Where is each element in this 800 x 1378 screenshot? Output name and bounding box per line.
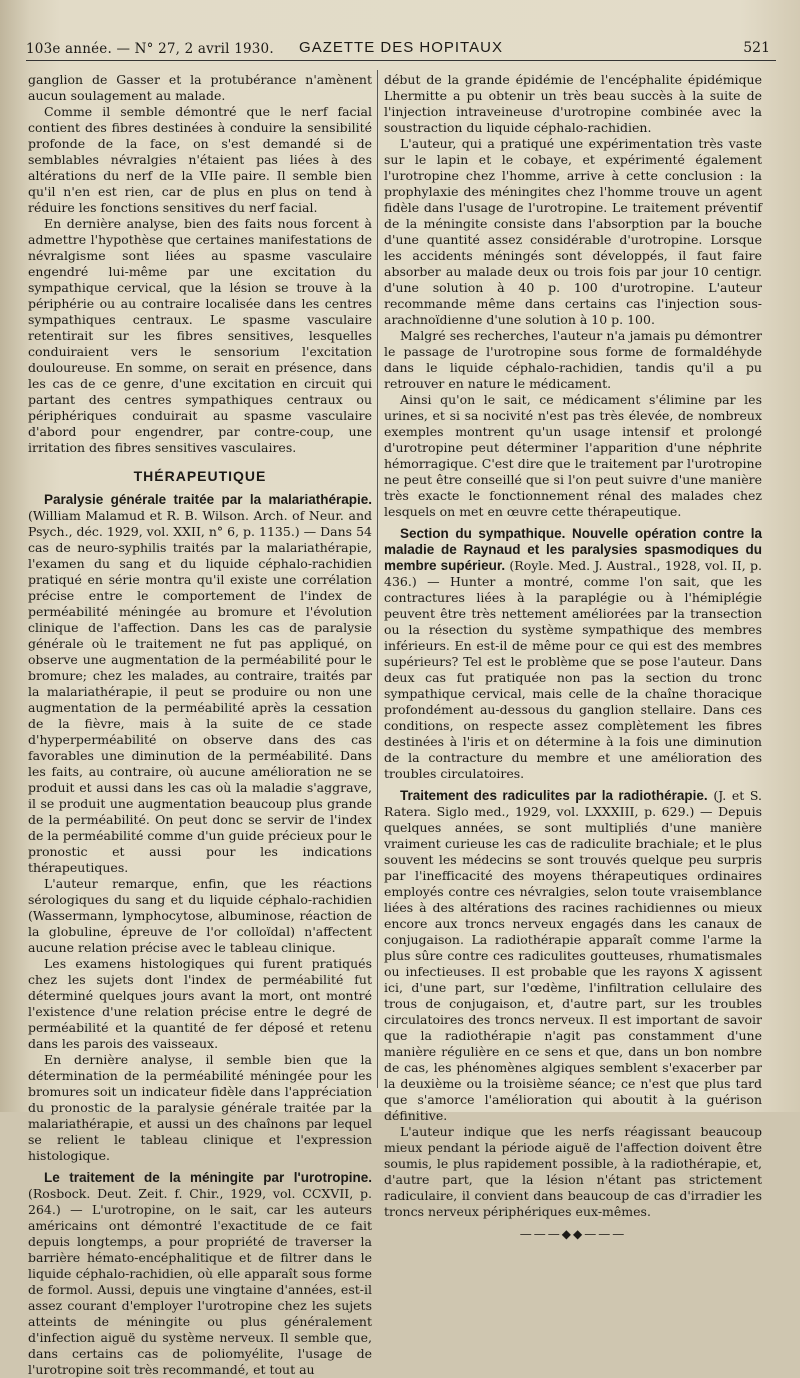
article-title: Section du sympathique. Nouvelle opération contre la maladie de Raynaud et les paralysies spasmodiques du membre supérieur. xyxy=(384,526,762,573)
paragraph: L'auteur indique que les nerfs réagissant beaucoup mieux pendant la période aiguë de l'affection doivent être soumis, le plus rapidement possible, à la radiothérapie, et, d'autre part, que la lésion n'étant pas strictement radiculaire, il convient dans beaucoup de cas d'irradier les troncs nerveux périphériques eux-mêmes. xyxy=(384,1124,762,1219)
article-body: (Rosbock. Deut. Zeit. f. Chir., 1929, vol. CCXVII, p. 264.) — L'urotropine, on le sait, car les auteurs américains ont démontré l'exactitude de ce fait depuis longtemps, a pour propriété de traverser la barrière hémato-encéphalitique et de filtrer dans le liquide céphalo-rachidien, où elle apparaît sous forme de formol. Aussi, depuis une vingtaine d'années, est-il assez courant d'employer l'urotropine chez les sujets atteints de méningite ou plus généralement d'infection aiguë du système nerveux. Il semble que, dans certains cas de poliomyélite, l'usage de l'urotropine soit très recommandé, et tout au xyxy=(28,1186,372,1377)
paragraph: L'auteur, qui a pratiqué une expérimentation très vaste sur le lapin et le cobaye, et expérimenté également l'urotropine chez l'homme, arrive à cette conclusion : la prophylaxie des méningites chez l'homme trouve un agent fidèle dans l'usage de l'urotropine. Le traitement préventif de la méningite consiste dans l'absorption par la bouche d'une quantité assez considérable d'urotropine. Lorsque les accidents méningés sont développés, il faut faire absorber au malade deux ou trois fois par jour 10 centigr. d'une solution à 40 p. 100 d'urotropine. L'auteur recommande même dans certains cas l'injection sous-arachnoïdienne d'une solution à 10 p. 100. xyxy=(384,136,762,327)
paragraph: L'auteur remarque, enfin, que les réactions sérologiques du sang et du liquide céphalo-rachidien (Wassermann, lymphocytose, albuminose, réaction de la globuline, épreuve de l'or colloïdal) n'affectent aucune relation précise avec le tableau clinique. xyxy=(28,876,372,955)
paragraph: début de la grande épidémie de l'encéphalite épidémique Lhermitte a pu obtenir un très beau succès à la suite de l'injection intraveineuse d'urotropine combinée avec la soustraction du liquide céphalo-rachidien. xyxy=(384,72,762,135)
page-number: 521 xyxy=(743,40,770,56)
page-header xyxy=(26,34,776,61)
article-body: (William Malamud et R. B. Wilson. Arch. of Neur. and Psych., déc. 1929, vol. XXII, n° 6, p. 1135.) — Dans 54 cas de neuro-syphilis traités par la malariathérapie, l'examen du sang et du liquide céphalo-rachidien pratiqué en série montra qu'il existe une corrélation précise entre le comportement de l'index de perméabilité méningée au bromure et l'évolution clinique de l'affection. Dans les cas de paralysie générale où le traitement ne fut pas appliqué, on observe une augmentation de la perméabilité pour le bromure; chez les malades, au contraire, traités par la malariathérapie, il peut se produire ou non une augmentation de la perméabilité après la cessation de la fièvre, mais à la suite de ce stade d'hyperperméabilité on observe dans des cas favorables une diminution de la perméabilité. Dans les faits, au contraire, où aucune amélioration ne se produit et aussi dans les cas où la maladie s'aggrave, il se produit une augmentation beaucoup plus grande de la perméabilité. On peut donc se servir de l'index de la perméabilité comme d'un guide précieux pour le pronostic et aussi pour les indications thérapeutiques. xyxy=(28,508,372,875)
paragraph: Comme il semble démontré que le nerf facial contient des fibres destinées à conduire la sensibilité profonde de la face, on s'est demandé si de semblables névralgies n'étaient pas liées à des altérations du nerf de la VIIe paire. Il semble bien qu'il n'en est rien, car de plus en plus on tend à réduire les fonctions sensitives du nerf facial. xyxy=(28,104,372,215)
article-body: (Royle. Med. J. Austral., 1928, vol. II, p. 436.) — Hunter a montré, comme l'on sait, que les contractures liées à la paraplégie ou à l'hémiplégie peuvent être très nettement améliorées par la transection ou la résection du système sympathique des membres inférieurs. En est-il de même pour ce qui est des membres supérieurs? Tel est le problème que se pose l'auteur. Dans deux cas fut pratiquée non pas la section du tronc sympathique cervical, mais celle de la chaîne thoracique profondément au-dessous du ganglion stellaire. Dans ces conditions, on respecte assez complètement les fibres destinées à l'iris et on détermine à la fois une diminution de la contracture du membre et une amélioration des troubles circulatoires. xyxy=(384,558,762,781)
left-column xyxy=(28,72,372,1378)
section-heading: THÉRAPEUTIQUE xyxy=(133,468,267,484)
article-paralysie xyxy=(28,492,372,876)
journal-title: GAZETTE DES HOPITAUX xyxy=(299,39,503,56)
paragraph: Malgré ses recherches, l'auteur n'a jamais pu démontrer le passage de l'urotropine sous forme de formaldéhyde dans le liquide céphalo-rachidien, tandis qu'il a pu retrouver en nature le médicament. xyxy=(384,328,762,391)
paragraph: ganglion de Gasser et la protubérance n'amènent aucun soulagement au malade. xyxy=(28,72,372,103)
article-urotropine xyxy=(28,1170,372,1378)
article-title: Le traitement de la méningite par l'urotropine. xyxy=(44,1170,372,1185)
paragraph: En dernière analyse, bien des faits nous forcent à admettre l'hypothèse que certaines manifestations de névralgisme sont liées au spasme vasculaire engendré lui-même par une excitation du sympathique cervical, que la lésion se trouve à la périphérie ou au contraire localisée dans les centres sympathiques centraux. Le spasme vasculaire retentirait sur les fibres sensitives, lesquelles conduiraient vers le sensorium l'excitation douloureuse. En somme, on serait en présence, dans les cas de ce genre, d'une excitation en circuit qui partant des centres sympathiques centraux ou périphériques conduirait au spasme vasculaire d'abord pour engendrer, par contre-coup, une irritation des fibres sensitives vasculaires. xyxy=(28,216,372,455)
article-title: Traitement des radiculites par la radiothérapie. xyxy=(400,788,708,803)
end-ornament: ———◆◆——— xyxy=(519,1227,627,1241)
issue-line: 103e année. — N° 27, 2 avril 1930. xyxy=(26,41,274,57)
article-radiculites xyxy=(384,788,762,1124)
paragraph: En dernière analyse, il semble bien que la détermination de la perméabilité méningée pour les bromures soit un indicateur fidèle dans l'appréciation du pronostic de la paralysie générale traitée par la malariathérapie, et aussi un des chaînons par lequel se relient le tableau clinique et l'expression histologique. xyxy=(28,1052,372,1163)
column-divider xyxy=(377,70,378,1088)
paragraph: Ainsi qu'on le sait, ce médicament s'élimine par les urines, et si sa nocivité n'est pas très élevée, de nombreux exemples montrent qu'un usage intensif et prolongé d'urotropine peut déterminer l'apparition d'une néphrite hémorragique. C'est dire que le traitement par l'urotropine ne peut être conseillé que si l'on peut suivre d'une manière très exacte le fonctionnement rénal des malades chez lesquels on met en œuvre cette thérapeutique. xyxy=(384,392,762,519)
article-title: Paralysie générale traitée par la malariathérapie. xyxy=(44,492,372,507)
right-column xyxy=(384,72,762,1242)
paragraph: Les examens histologiques qui furent pratiqués chez les sujets dont l'index de perméabilité fut déterminé quelques jours avant la mort, ont montré l'existence d'une relation précise entre le degré de perméabilité et la quantité de fer déposé et retenu dans les parois des vaisseaux. xyxy=(28,956,372,1051)
article-body: (J. et S. Ratera. Siglo med., 1929, vol. LXXXIII, p. 629.) — Depuis quelques années, se sont multipliés d'une manière vraiment curieuse les cas de radiculite brachiale; et le plus souvent les médecins se sont trouvés quelque peu surpris par l'inefficacité des moyens thérapeutiques ordinaires employés contre ces névralgies, selon toute vraisemblance liées à des altérations des racines rachidiennes ou mieux encore aux troncs nerveux engagés dans les canaux de conjugaison. La radiothérapie apparaît comme l'arme la plus sûre contre ces radiculites goutteuses, rhumatismales ou infectieuses. Il est probable que les rayons X agissent ici, d'une part, sur l'œdème, l'infiltration cellulaire des trous de conjugaison, et, d'autre part, sur les troubles circulatoires des troncs nerveux. Il est important de savoir que la radiothérapie n'agit pas constamment d'une manière régulière en ce sens et que, dans un bon nombre de cas, les phénomènes algiques semblent s'exacerber par la deuxième ou la troisième séance; ce n'est que plus tard que s'amorce l'amélioration qui aboutit à la guérison définitive. xyxy=(384,788,762,1123)
article-sympathique xyxy=(384,526,762,782)
